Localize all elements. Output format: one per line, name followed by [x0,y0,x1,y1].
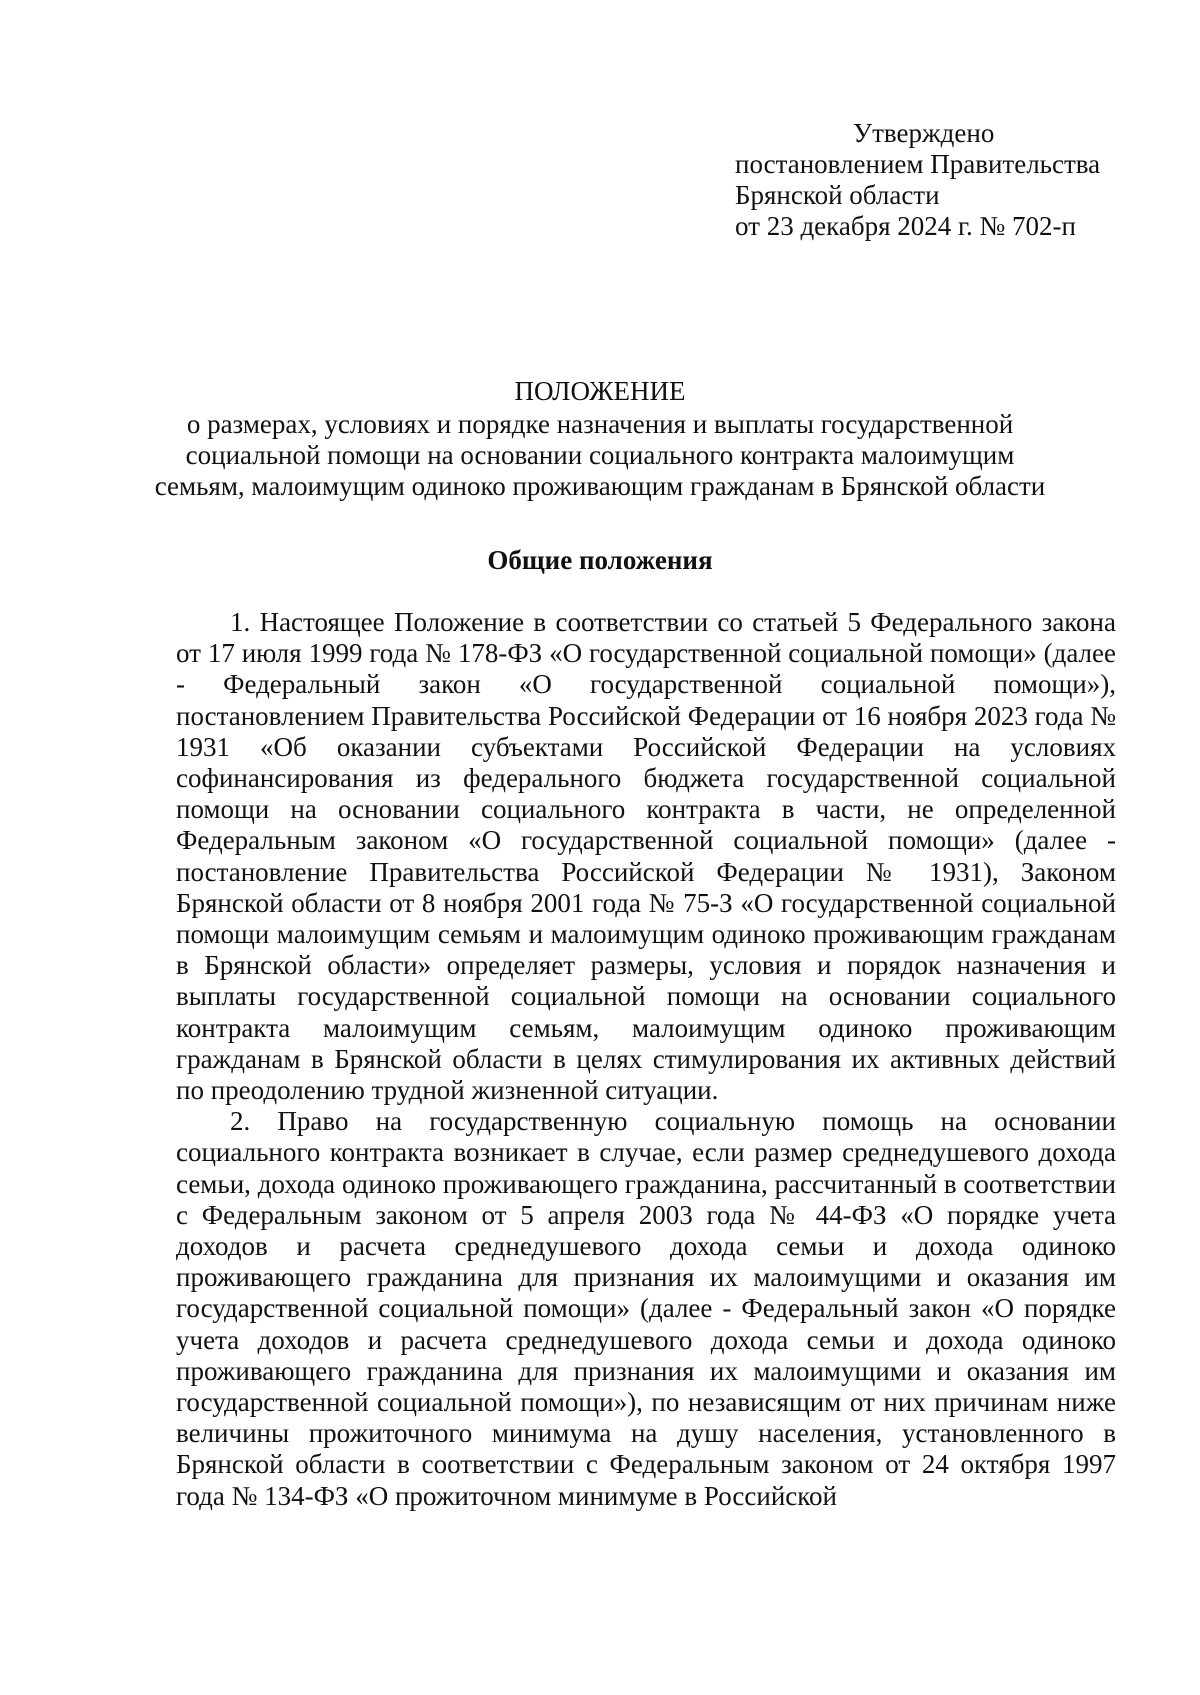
document-body [176,607,1116,1512]
section-heading: Общие положения [487,545,713,575]
approval-line-resolution: постановлением Правительства [735,149,1101,179]
document-title: ПОЛОЖЕНИЕ [514,376,686,406]
subtitle-line: социальной помощи на основании социального контракта малоимущим [185,440,1015,470]
subtitle-line: о размерах, условиях и порядке назначения и выплаты государственной [186,409,1014,439]
approval-line-date-number: от 23 декабря 2024 г. № 702-п [735,211,1076,241]
approval-line-approved: Утверждено [853,118,995,148]
paragraph-2: 2. Право на государственную социальную помощь на основании социального контракта возникает в случае, если размер среднедушевого дохода семьи, дохода одиноко проживающего гражданина, рассчитанный в соответствии с Федеральным законом от 5 апреля 2003 года № 44-ФЗ «О порядке учета доходов и расчета среднедушевого дохода семьи и дохода одиноко проживающего гражданина для признания их малоимущими и оказания им государственной социальной помощи» (далее - Федеральный закон «О порядке учета доходов и расчета среднедушевого дохода семьи и дохода одиноко проживающего гражданина для признания их малоимущими и оказания им государственной социальной помощи»), по независящим от них причинам ниже величины прожиточного минимума на душу населения, установленного в Брянской области в соответствии с Федеральным законом от 24 октября 1997 года № 134-ФЗ «О прожиточном минимуме в Российской [176,1106,1116,1511]
subtitle-line: семьям, малоимущим одиноко проживающим гражданам в Брянской области [154,471,1046,501]
approval-stamp [735,118,1135,242]
document-subtitle [140,409,1060,502]
approval-line-region: Брянской области [735,180,940,210]
paragraph-1: 1. Настоящее Положение в соответствии со статьей 5 Федерального закона от 17 июля 1999 года № 178-ФЗ «О государственной социальной помощи» (далее - Федеральный закон «О государственной социальной помощи»), постановлением Правительства Российской Федерации от 16 ноября 2023 года № 1931 «Об оказании субъектами Российской Федерации на условиях софинансирования из федерального бюджета государственной социальной помощи на основании социального контракта в части, не определенной Федеральным законом «О государственной социальной помощи» (далее - постановление Правительства Российской Федерации № 1931), Законом Брянской области от 8 ноября 2001 года № 75-З «О государственной социальной помощи малоимущим семьям и малоимущим одиноко проживающим гражданам в Брянской области» определяет размеры, условия и порядок назначения и выплаты государственной социальной помощи на основании социального контракта малоимущим семьям, малоимущим одиноко проживающим гражданам в Брянской области в целях стимулирования их активных действий по преодолению трудной жизненной ситуации. [176,607,1116,1106]
